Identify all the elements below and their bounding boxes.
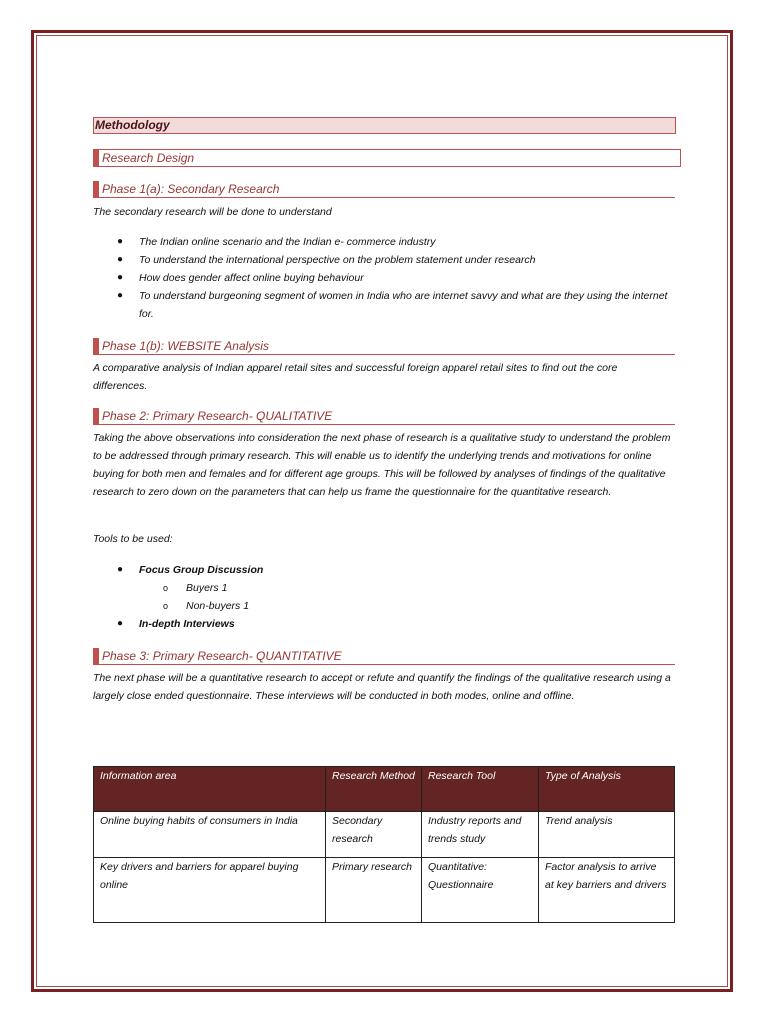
table-header-cell: Information area bbox=[94, 767, 326, 812]
sub-bullet-icon: o bbox=[163, 583, 169, 593]
list-item-text: In-depth Interviews bbox=[139, 618, 235, 630]
sub-bullet-icon: o bbox=[163, 601, 169, 611]
bullet-icon: ● bbox=[117, 272, 124, 283]
list-item-text: To understand burgeoning segment of women in India who are internet savvy and what are they using the internet for. bbox=[139, 290, 668, 320]
list-item-text: Non-buyers 1 bbox=[186, 600, 250, 612]
list-item-text: The Indian online scenario and the Indian e- commerce industry bbox=[139, 236, 436, 248]
tools-label: Tools to be used: bbox=[93, 533, 173, 545]
bullet-icon: ● bbox=[117, 564, 124, 575]
phase-2-text: Taking the above observations into consideration the next phase of research is a qualitative study to understand the problem to be addressed through primary research. This will enable us to identify the underlying trends and motivations for online buying for both men and females and for different age groups. This will be followed by analyses of findings of the qualitative research to zero down on the parameters that can help us frame the questionnaire for the quantitative research. bbox=[93, 432, 671, 498]
table-row bbox=[94, 812, 675, 858]
table-header-cell: Research Method bbox=[326, 767, 422, 812]
phase-1b-text: A comparative analysis of Indian apparel retail sites and successful foreign apparel retail sites to find out the core differences. bbox=[93, 362, 618, 392]
table-header-cell: Research Tool bbox=[422, 767, 539, 812]
table-cell: Factor analysis to arrive at key barriers and drivers bbox=[539, 858, 675, 923]
list-item-buyers bbox=[93, 579, 683, 597]
list-item bbox=[93, 233, 683, 251]
table-cell: Quantitative: Questionnaire bbox=[422, 858, 539, 923]
bullet-icon: ● bbox=[117, 618, 124, 629]
table-cell: Industry reports and trends study bbox=[422, 812, 539, 858]
table-cell: Online buying habits of consumers in India bbox=[94, 812, 326, 858]
list-item-text: To understand the international perspective on the problem statement under research bbox=[139, 254, 536, 266]
phase-1a-intro: The secondary research will be done to understand bbox=[93, 206, 332, 218]
table-header-cell: Type of Analysis bbox=[539, 767, 675, 812]
research-table bbox=[93, 766, 675, 923]
list-item-in-depth-interviews bbox=[93, 615, 683, 633]
table-cell: Secondary research bbox=[326, 812, 422, 858]
list-item-text: How does gender affect online buying behaviour bbox=[139, 272, 364, 284]
table-header-row bbox=[94, 767, 675, 812]
bullet-icon: ● bbox=[117, 290, 124, 301]
heading-methodology: Methodology bbox=[93, 117, 676, 134]
list-item-focus-group bbox=[93, 561, 683, 579]
list-item-non-buyers bbox=[93, 597, 683, 615]
phase-1a-bullet-list bbox=[93, 233, 683, 323]
list-item bbox=[93, 269, 683, 287]
table-row bbox=[94, 858, 675, 923]
heading-phase-3: Phase 3: Primary Research- QUANTITATIVE bbox=[93, 648, 675, 665]
heading-phase-2: Phase 2: Primary Research- QUALITATIVE bbox=[93, 408, 675, 425]
list-item-text: Focus Group Discussion bbox=[139, 564, 264, 576]
list-item-text: Buyers 1 bbox=[186, 582, 228, 594]
heading-research-design: Research Design bbox=[93, 149, 681, 167]
table-cell: Trend analysis bbox=[539, 812, 675, 858]
bullet-icon: ● bbox=[117, 254, 124, 265]
phase-3-text: The next phase will be a quantitative research to accept or refute and quantify the findings of the qualitative research using a largely close ended questionnaire. These interviews will be conducted in both modes, online and offline. bbox=[93, 672, 671, 702]
tools-list bbox=[93, 561, 683, 633]
table-cell: Key drivers and barriers for apparel buying online bbox=[94, 858, 326, 923]
list-item bbox=[93, 251, 683, 269]
bullet-icon: ● bbox=[117, 236, 124, 247]
list-item bbox=[93, 287, 683, 323]
heading-phase-1a: Phase 1(a): Secondary Research bbox=[93, 181, 675, 198]
table-cell: Primary research bbox=[326, 858, 422, 923]
heading-phase-1b: Phase 1(b): WEBSITE Analysis bbox=[93, 338, 675, 355]
